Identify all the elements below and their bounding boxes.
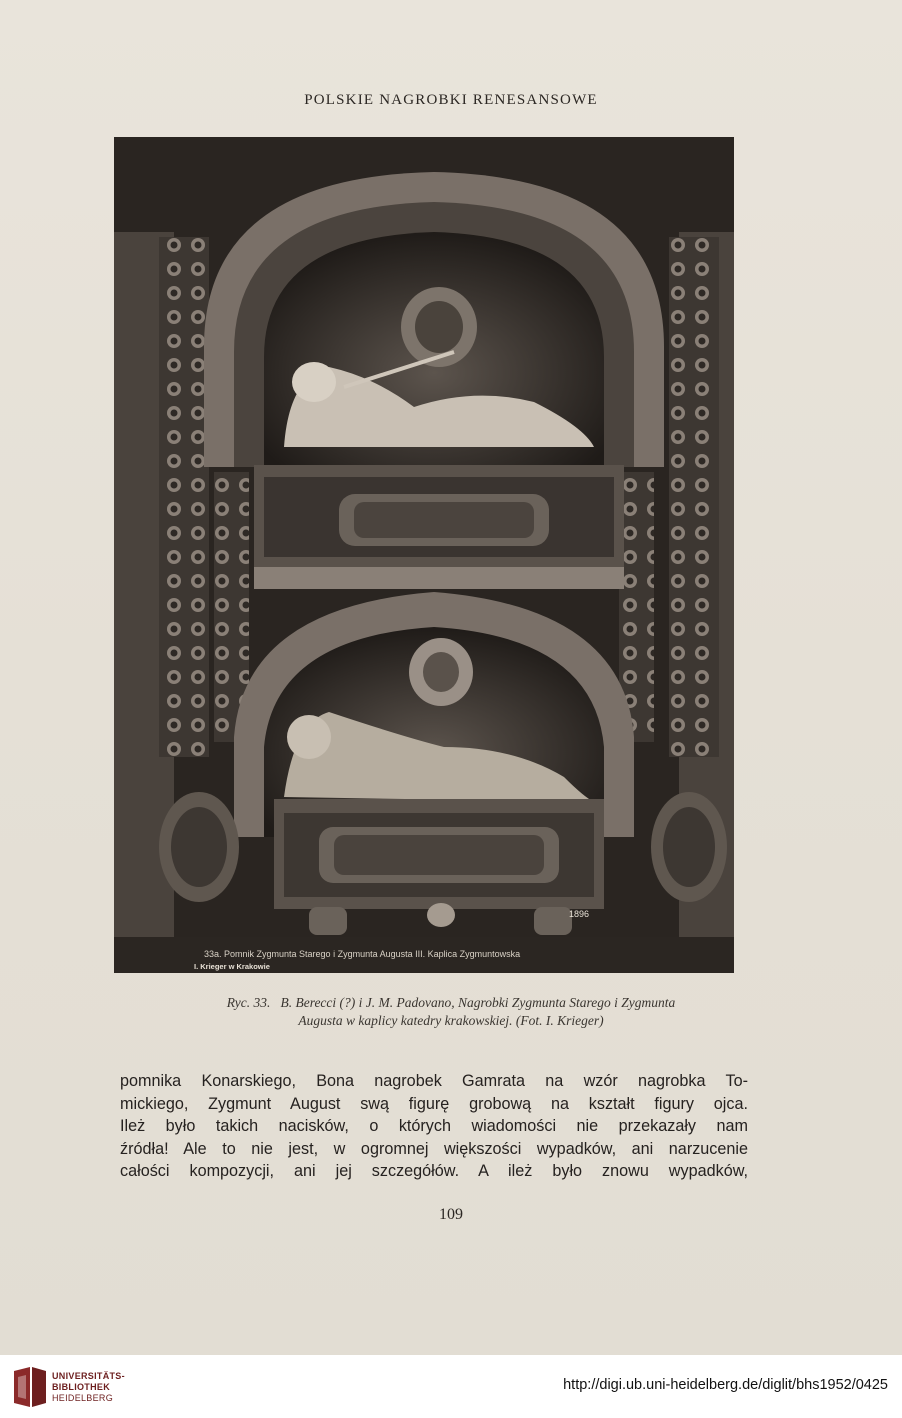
plate-photographer: I. Krieger w Krakowie xyxy=(194,962,270,971)
body-line: mickiego, Zygmunt August swą figurę grobową na kształt figury ojca. xyxy=(120,1094,748,1113)
body-paragraph xyxy=(120,1070,748,1183)
permalink-url[interactable]: http://digi.ub.uni-heidelberg.de/diglit/bhs1952/0425 xyxy=(563,1377,888,1393)
body-line: źródła! Ale to nie jest, w ogromnej większości wypadków, ani narzucenie xyxy=(120,1139,748,1158)
library-logo-icon xyxy=(12,1365,48,1409)
plate-year-mark: 1896 xyxy=(569,909,590,919)
tomb-monument-illustration xyxy=(114,137,734,973)
body-line: pomnika Konarskiego, Bona nagrobek Gamrata na wzór nagrobka To- xyxy=(120,1072,748,1090)
library-footer xyxy=(0,1355,902,1418)
library-logo-text: UNIVERSITÄTS- BIBLIOTHEK HEIDELBERG xyxy=(52,1371,125,1403)
library-logo[interactable] xyxy=(12,1363,125,1411)
caption-line-2: Augusta w kaplicy katedry krakowskiej. (Fot. I. Krieger) xyxy=(298,1013,604,1028)
figure-caption xyxy=(110,994,792,1030)
body-line: Ileż było takich nacisków, o których wiadomości nie przekazały nam xyxy=(120,1117,748,1136)
caption-line-1: Ryc. 33. B. Berecci (?) i J. M. Padovano, Nagrobki Zygmunta Starego i Zygmunta xyxy=(226,995,676,1010)
plate-inscription: 33a. Pomnik Zygmunta Starego i Zygmunta Augusta III. Kaplica Zygmuntowska xyxy=(204,949,521,959)
page-number: 109 xyxy=(439,1206,463,1223)
running-title: POLSKIE NAGROBKI RENESANSOWE xyxy=(304,92,598,108)
tomb-photograph xyxy=(114,137,734,973)
body-line: całości kompozycji, ani jej szczegółów. A ileż było znowu wypadków, xyxy=(120,1162,748,1181)
